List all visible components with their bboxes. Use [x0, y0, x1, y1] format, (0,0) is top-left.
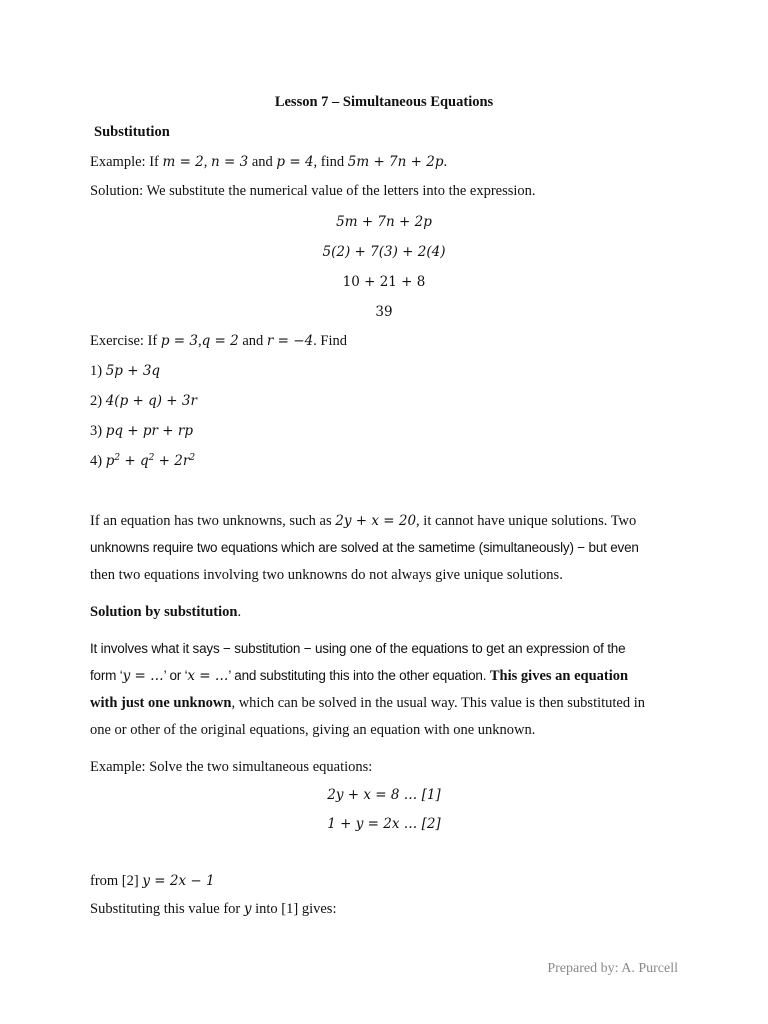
example1-end: .: [443, 154, 448, 170]
exercise-line: Exercise: If p = 3,q = 2 and r = −4. Find: [90, 333, 348, 349]
working-line-1: 5m + 7n + 2p: [336, 214, 432, 230]
exercise-suffix: . Find: [313, 333, 348, 349]
paragraph2-line2: form ‘y = …’ or ‘x = …’ and substituting this into the other equation. This gives an equation: [90, 668, 629, 684]
exercise-item-4: [90, 452, 678, 470]
example1-expr: 5m + 7n + 2p: [347, 154, 444, 170]
substituting-line: Substituting this value for y into [1] gives:: [90, 901, 337, 917]
working-line-2: 5(2) + 7(3) + 2(4): [322, 244, 446, 260]
exercise-item-expr: 5p + 3q: [105, 363, 161, 379]
exercise-item-expr: pq + pr + rp: [105, 423, 193, 439]
exercise-item-3: [90, 422, 678, 440]
example1-m-eq: m = 2: [162, 154, 204, 170]
lesson-title: Lesson 7 – Simultaneous Equations: [274, 94, 494, 110]
working-line-4: 39: [375, 304, 393, 320]
exercise-prefix: Exercise: If: [90, 333, 158, 349]
working-line-3: 10 + 21 + 8: [342, 274, 426, 290]
paragraph2-line3: with just one unknown, which can be solved in the usual way. This value is then substituted in: [90, 695, 646, 711]
example1-find: , find: [313, 154, 345, 170]
solution-intro: Solution: We substitute the numerical value of the letters into the expression.: [90, 183, 536, 199]
equation-2: 1 + y = 2x … [2]: [327, 816, 441, 832]
exercise-item-1: [90, 362, 678, 380]
paragraph2-line1: It involves what it says − substitution − using one of the equations to get an expression of the: [90, 641, 626, 656]
example1-n-eq: n = 3: [211, 154, 249, 170]
paragraph1-equation: 2y + x = 20: [335, 513, 417, 529]
exercise-item-number: 3): [90, 423, 103, 439]
example1-and: and: [251, 154, 273, 170]
paragraph1-line1: If an equation has two unknowns, such as 2y + x = 20, it cannot have unique solutions. Two: [90, 513, 637, 529]
exercise-item-expr: $p^2 + q^2 + 2r^2$: [105, 453, 196, 469]
paragraph1-line2: unknowns require two equations which are solved at the sametime (simultaneously) − but even: [90, 540, 639, 555]
example1-prefix: Example: If: [90, 154, 159, 170]
exercise-r-eq: r = −4: [266, 333, 314, 349]
exercise-item-number: 2): [90, 393, 103, 409]
equation-1: 2y + x = 8 … [1]: [327, 787, 441, 803]
exercise-q-eq: q = 2: [201, 333, 239, 349]
exercise-item-number: 1): [90, 363, 103, 379]
example2-intro: Example: Solve the two simultaneous equations:: [90, 759, 373, 775]
exercise-and: and: [242, 333, 264, 349]
exercise-p-eq: p = 3: [160, 333, 198, 349]
exercise-item-2: [90, 392, 678, 410]
paragraph2-line4: one or other of the original equations, giving an equation with one unknown.: [90, 722, 536, 738]
paragraph1-line3: then two equations involving two unknowns do not always give unique solutions.: [90, 567, 563, 583]
example1-line: Example: If m = 2, n = 3 and p = 4, find 5m + 7n + 2p.: [90, 154, 448, 170]
from-line: from [2] y = 2x − 1: [90, 873, 215, 889]
rearranged-equation: y = 2x − 1: [142, 873, 215, 889]
example1-p-eq: p = 4: [276, 154, 314, 170]
section-heading: Substitution: [94, 124, 170, 140]
exercise-item-number: 4): [90, 453, 103, 469]
exercise-item-expr: 4(p + q) + 3r: [105, 393, 197, 409]
subheading-solution-by-substitution: Solution by substitution.: [90, 604, 242, 620]
footer-prepared-by: Prepared by: A. Purcell: [547, 961, 678, 976]
